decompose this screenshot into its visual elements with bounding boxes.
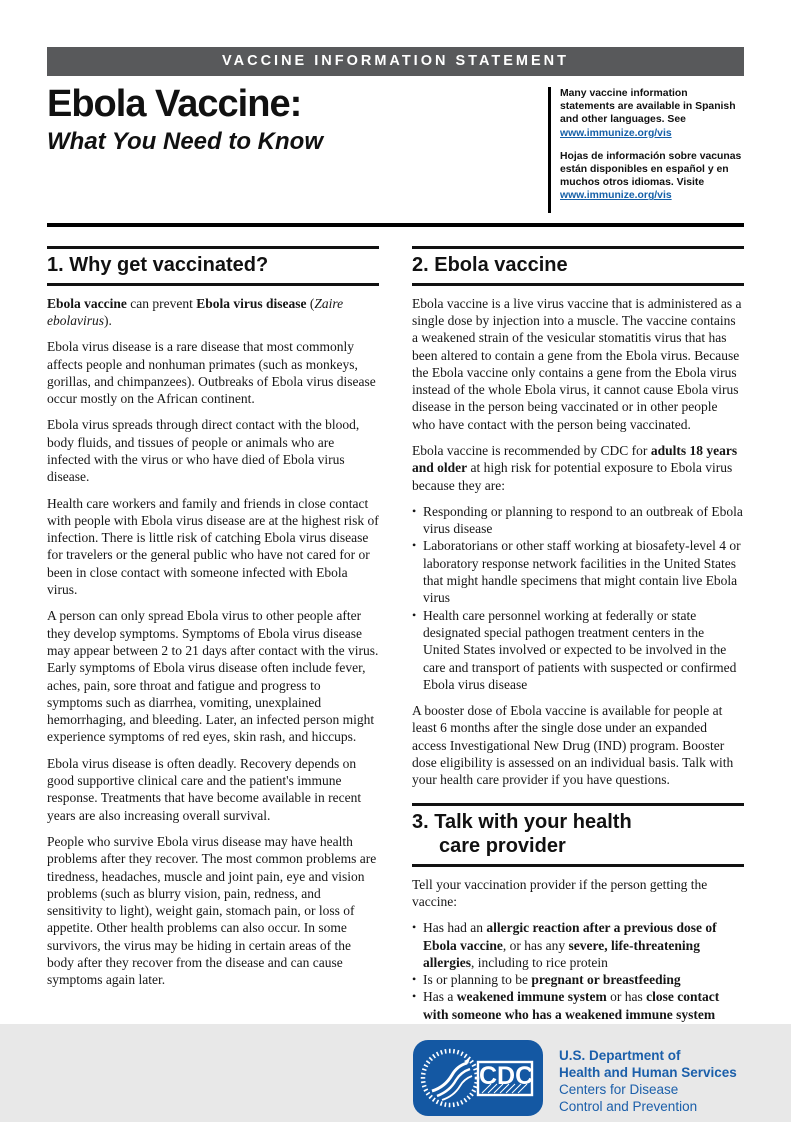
immunize-org-link[interactable]: www.immunize.org/vis <box>560 127 672 139</box>
text-run: , or has any <box>502 937 569 953</box>
bullet-item <box>412 503 744 538</box>
paragraph <box>47 495 379 599</box>
banner-text: VACCINE INFORMATION STATEMENT <box>222 53 569 69</box>
paragraph <box>47 833 379 989</box>
text-run: Ebola vaccine <box>47 295 127 311</box>
info-english <box>560 87 744 140</box>
text-run: A person can only spread Ebola virus to other people after they develop symptoms. Symptoms of Ebola virus disease may appear between 2 to 21 days after contact with the virus. Early symptoms of Ebola virus disease often include fever, aches, pain, sore throat and fatigue and progress to symptoms such as diarrhea, vomiting, unexplained hemorrhaging, and bleeding. Later, an infected person might experience symptoms of red eyes, skin rash, and hiccups. <box>47 608 379 745</box>
vis-banner <box>47 47 744 76</box>
text-run: Has had an <box>423 920 487 936</box>
text-run: ). <box>104 312 112 328</box>
text-run: Zaire ebolavirus <box>47 295 344 328</box>
text-run: Ebola virus spreads through direct contact with the blood, body fluids, and tissues of people or animals who are infected with the virus or who have died of Ebola virus disease. <box>47 417 360 485</box>
paragraph <box>412 442 744 494</box>
left-column <box>47 246 379 1122</box>
text-run: Many vaccine information statements are available in Spanish and other languages. See <box>560 88 736 126</box>
text-run: Health care workers and family and friends in close contact with people with Ebola virus disease are at the highest risk of infection. There is little risk of catching Ebola virus disease for travelers or the general public who have not cared for or been in close contact with someone infected with Ebola virus. <box>47 495 379 598</box>
section-2-heading <box>412 246 744 286</box>
right-column <box>412 246 744 1122</box>
paragraph <box>47 295 379 330</box>
hhs-text-line: Control and Prevention <box>559 1098 698 1114</box>
text-run: People who survive Ebola virus disease may have health problems after they recover. The most common problems are tiredness, headaches, muscle and joint pain, eye and vision problems (such as blurry vision, pain, redness, and sensitivity to light), weight gain, stomach pain, or loss of appetite. Other health problems can also occur. In some survivors, the virus may be hiding in certain areas of the body after they recover from the disease and can cause symptoms again later. <box>47 833 377 988</box>
header-divider <box>47 223 744 227</box>
section-2-body <box>412 295 744 789</box>
text-run: weakened immune system <box>456 989 607 1005</box>
section-heading-line: 3. Talk with your health <box>412 810 632 833</box>
text-run: Ebola virus disease <box>196 295 307 311</box>
section-heading-line: care provider <box>439 834 566 857</box>
text-run: severe, life-threatening allergies <box>423 937 700 970</box>
document-header <box>47 85 744 213</box>
bullet-item <box>412 971 744 988</box>
section-1-heading <box>47 246 379 286</box>
section-ebola-vaccine <box>412 246 744 789</box>
text-run: Health care personnel working at federally or state designated special pathogen treatment centers in the United States involved or expected to be involved in the care and transport of patients with suspected or confirmed Ebola virus disease <box>423 607 737 692</box>
paragraph <box>412 876 744 911</box>
text-run: Hojas de información sobre vacunas están disponibles en español y en muchos otros idiomas. Visite <box>560 150 742 189</box>
bullet-item <box>412 607 744 693</box>
text-run: can prevent <box>126 295 197 311</box>
header-titles <box>47 85 323 213</box>
text-run: Ebola virus disease is a rare disease that most commonly affects people and nonhuman primates (such as monkeys, gorillas, and chimpanzees). Outbreaks of Ebola virus disease occur mostly on the African continent. <box>47 339 376 407</box>
section-why-get-vaccinated <box>47 246 379 989</box>
text-run: , including to rice protein <box>470 954 608 970</box>
text-run: Has a <box>423 989 457 1005</box>
paragraph <box>47 755 379 824</box>
section-talk-with-provider <box>412 803 744 1023</box>
section-1-body <box>47 295 379 989</box>
text-run: Ebola vaccine is recommended by CDC for <box>412 443 651 458</box>
text-run: allergic reaction after a previous dose of Ebola vaccine <box>423 920 717 953</box>
info-spanish <box>560 150 744 203</box>
cdc-logo-icon <box>412 1039 544 1122</box>
hhs-text-block <box>559 1047 737 1115</box>
immunize-org-link[interactable]: www.immunize.org/vis <box>560 190 672 202</box>
text-run: Responding or planning to respond to an outbreak of Ebola virus disease <box>423 503 743 537</box>
text-run: adults 18 years and older <box>412 443 738 476</box>
page-title: Ebola Vaccine: <box>47 83 302 125</box>
text-run: close contact with someone who has a weakened immune system <box>423 989 720 1022</box>
text-run: Ebola virus disease is often deadly. Recovery depends on good supportive clinical care and the patient's immune response. Treatments that have become available in recent years are also increasing overall survival. <box>47 755 362 823</box>
bullet-item <box>412 919 744 971</box>
bullet-list <box>412 503 744 693</box>
hhs-text-line: Health and Human Services <box>559 1064 737 1080</box>
text-run: Tell your vaccination provider if the person getting the vaccine: <box>412 876 708 909</box>
cdc-acronym-text: CDC <box>479 1062 534 1091</box>
text-run: or has <box>606 989 647 1005</box>
text-run: Laboratorians or other staff working at biosafety-level 4 or laboratory response network facilities in the United States that might handle specimens that might contain live Ebola virus <box>423 538 741 606</box>
page-subtitle: What You Need to Know <box>47 127 323 155</box>
bullet-item <box>412 988 744 1023</box>
section-3-body <box>412 876 744 1023</box>
paragraph <box>47 607 379 745</box>
bullet-item <box>412 537 744 606</box>
paragraph <box>47 338 379 407</box>
text-run: Ebola vaccine is a live virus vaccine that is administered as a single dose by injection into a muscle. The vaccine contains a weakened strain of the vesicular stomatitis virus that has been altered to contain a gene from the Ebola virus. Because the Ebola vaccine only contains a gene from the Ebola virus instead of the whole Ebola virus, it cannot cause Ebola virus disease in the person being vaccinated or in other people who have contact with the person being vaccinated. <box>412 295 742 432</box>
section-3-heading <box>412 803 744 867</box>
text-run: Is or planning to be <box>423 972 532 988</box>
paragraph <box>47 416 379 485</box>
two-column-body <box>47 246 744 1122</box>
language-info-box <box>548 87 744 213</box>
section-heading-line: 1. Why get vaccinated? <box>47 253 269 276</box>
bullet-list <box>412 919 744 1023</box>
text-run: ( <box>306 295 315 311</box>
paragraph <box>412 295 744 433</box>
paragraph <box>412 702 744 788</box>
hhs-text-line: Centers for Disease <box>559 1081 679 1097</box>
hhs-text-line: U.S. Department of <box>559 1047 681 1063</box>
cdc-hhs-footer <box>412 1039 744 1122</box>
text-run: A booster dose of Ebola vaccine is available for people at least 6 months after the single dose under an expanded access Investigational New Drug (IND) program. Booster dose eligibility is assessed on an individual basis. Talk with your health care provider if you have questions. <box>412 703 734 788</box>
text-run: pregnant or breastfeeding <box>531 972 681 988</box>
text-run: at high risk for potential exposure to Ebola virus because they are: <box>412 460 733 493</box>
section-heading-line: 2. Ebola vaccine <box>412 253 568 276</box>
